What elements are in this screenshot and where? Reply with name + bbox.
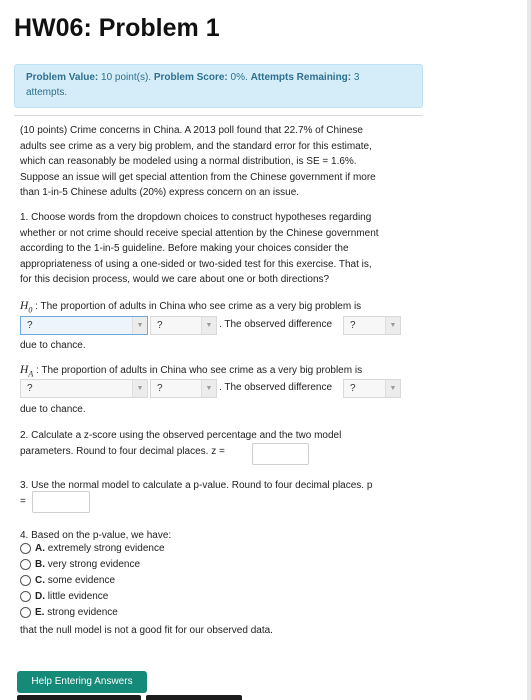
problem-score-label: Problem Score:: [153, 72, 228, 83]
intro-line: than 1-in-5 Chinese adults (20%) express concern on an issue.: [20, 187, 300, 198]
chevron-down-icon: ▼: [132, 380, 147, 397]
radio-circle-icon[interactable]: [20, 575, 31, 586]
ha-text: : The proportion of adults in China who see crime as a very big problem is: [35, 365, 363, 376]
problem-intro: [20, 123, 415, 201]
chevron-down-icon: ▼: [201, 317, 216, 334]
radio-circle-icon[interactable]: [20, 559, 31, 570]
chevron-down-icon: ▼: [385, 380, 400, 397]
submit-button-partial[interactable]: [17, 695, 141, 700]
scrollbar-track[interactable]: [527, 0, 531, 700]
ha-select-1[interactable]: ? ▼: [20, 379, 148, 398]
h0-select-1[interactable]: ? ▼: [20, 316, 148, 335]
q1-line: appropriateness of using a one-sided or two-sided test for this exercise. That is,: [20, 258, 372, 270]
help-entering-answers-button[interactable]: Help Entering Answers: [17, 671, 147, 693]
q1-line: 1. Choose words from the dropdown choices to construct hypotheses regarding: [20, 212, 372, 223]
ha-mid-text: . The observed difference: [219, 382, 333, 393]
h0-tail: due to chance.: [20, 340, 86, 351]
ha-tail: due to chance.: [20, 404, 86, 415]
radio-circle-icon[interactable]: [20, 607, 31, 618]
h0-select-2[interactable]: ? ▼: [150, 316, 217, 335]
intro-line: which can reasonably be modeled using a normal distribution, is SE = 1.6%.: [20, 156, 357, 167]
attempts-suffix: attempts.: [26, 87, 68, 98]
ha-select-2[interactable]: ? ▼: [150, 379, 217, 398]
radio-circle-icon[interactable]: [20, 591, 31, 602]
chevron-down-icon: ▼: [132, 317, 147, 334]
problem-value-text: 10 point(s).: [101, 72, 152, 83]
chevron-down-icon: ▼: [385, 317, 400, 334]
intro-line: adults see crime as a very big problem, and the standard error for this estimate,: [20, 140, 372, 152]
divider: [14, 115, 423, 116]
intro-line: Suppose an issue will get special attention from the Chinese government if more: [20, 171, 376, 183]
chevron-down-icon: ▼: [201, 380, 216, 397]
radio-circle-icon[interactable]: [20, 543, 31, 554]
ha-select-3[interactable]: ? ▼: [343, 379, 401, 398]
h0-symbol: $H_0$: [20, 300, 33, 315]
p-value-input[interactable]: [32, 491, 90, 513]
h0-mid-text: . The observed difference: [219, 319, 333, 330]
question-1-prompt: [20, 210, 415, 288]
q2-line: 2. Calculate a z-score using the observed percentage and the two model: [20, 430, 342, 441]
question-2-prompt: [20, 428, 415, 459]
question-3-prompt: 3. Use the normal model to calculate a p-value. Round to four decimal places. p: [20, 480, 373, 491]
question-4-footer: that the null model is not a good fit for our observed data.: [20, 625, 273, 636]
preview-button-partial[interactable]: [146, 695, 242, 700]
h0-statement: [20, 299, 415, 318]
question-4-prompt: 4. Based on the p-value, we have:: [20, 530, 172, 541]
h0-select-3[interactable]: ? ▼: [343, 316, 401, 335]
q2-line: parameters. Round to four decimal places. z =: [20, 445, 225, 457]
ha-symbol: $H_A$: [20, 364, 34, 379]
z-score-input[interactable]: [252, 443, 309, 465]
problem-value-label: Problem Value:: [26, 72, 99, 83]
q3-equals: =: [20, 496, 26, 507]
attempts-remaining-count: 3: [353, 72, 360, 83]
intro-line: (10 points) Crime concerns in China. A 2013 poll found that 22.7% of Chinese: [20, 125, 363, 136]
h0-text: : The proportion of adults in China who see crime as a very big problem is: [35, 301, 362, 312]
q1-line: for this decision process, would we care about one or both directions?: [20, 274, 330, 285]
problem-score-text: 0%.: [230, 72, 248, 83]
problem-info-box: [14, 64, 423, 108]
attempts-remaining-label: Attempts Remaining:: [250, 72, 352, 83]
q1-line: according to the 1-in-5 guideline. Before making your choices consider the: [20, 243, 349, 254]
q1-line: whether or not crime should receive special attention by the Chinese government: [20, 227, 379, 239]
page-title: HW06: Problem 1: [14, 14, 220, 42]
